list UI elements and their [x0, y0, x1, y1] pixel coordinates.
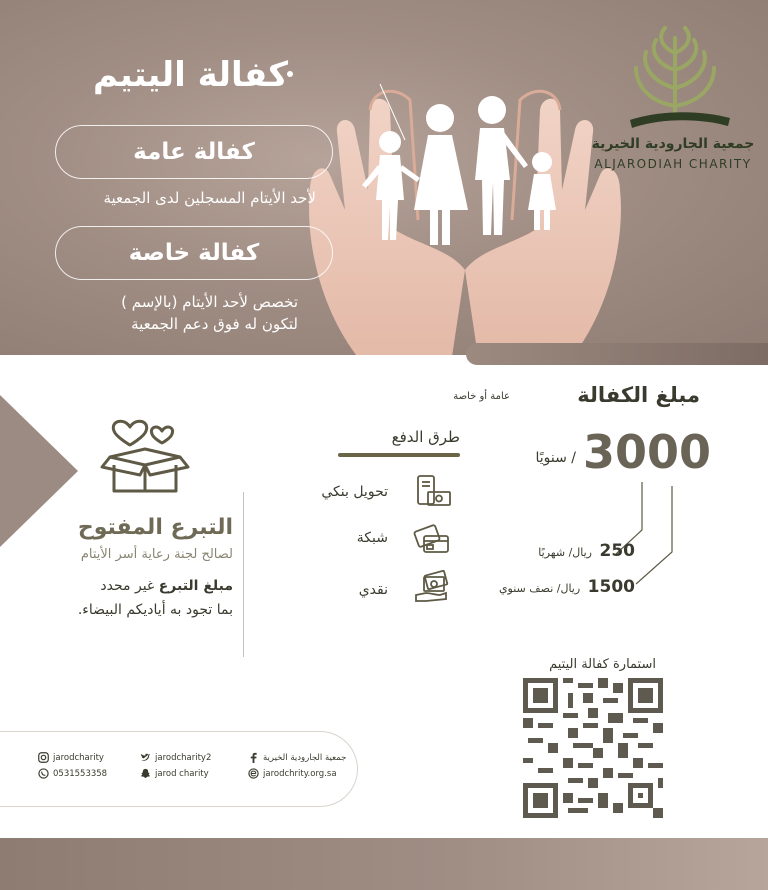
snapchat-link[interactable]: [140, 768, 209, 779]
donation-thanks-text: بما تجود به أياديكم البيضاء.: [77, 602, 233, 618]
gift-box-hearts-icon: [100, 405, 190, 495]
instagram-icon: [38, 752, 49, 763]
open-donation-subtitle: لصالح لجنة رعاية أسر الأيتام: [80, 547, 233, 562]
hands-family-image: [300, 70, 630, 355]
bottom-band-decor: [0, 838, 768, 890]
website-link[interactable]: [248, 768, 337, 779]
option-monthly: [538, 541, 635, 561]
option-semiannual-label: ريال/ نصف سنوي: [498, 582, 581, 595]
browser-e-icon: [248, 768, 259, 779]
logo-name-arabic: جمعية الجارودية الخيرية: [591, 136, 755, 152]
chevron-decor: [0, 395, 78, 547]
option-semiannual: [499, 577, 635, 597]
special-desc-line-2: لتكون له فوق دعم الجمعية: [131, 315, 298, 333]
bank-transfer-icon: [412, 474, 452, 510]
whatsapp-number: 0531553358: [53, 768, 108, 779]
payment-method-card: شبكة: [356, 530, 388, 546]
twitter-icon: [140, 752, 151, 763]
twitter-handle: jarodcharity2: [155, 752, 212, 763]
instagram-link[interactable]: [38, 752, 104, 763]
snapchat-handle: jarod charity: [155, 768, 209, 779]
whatsapp-icon: [38, 768, 49, 779]
logo-name-english: ALJARODIAH CHARITY: [594, 157, 752, 171]
option-semiannual-amount: 1500: [587, 577, 635, 597]
sponsorship-amount-title: مبلغ الكفالة: [577, 383, 700, 407]
payment-title-underline: [338, 453, 460, 457]
cash-icon: [412, 569, 452, 605]
wheat-logo-icon: [590, 18, 760, 178]
facebook-page: جمعية الجارودية الخيرية: [263, 752, 347, 763]
payment-method-cash: نقدي: [358, 582, 388, 598]
payment-method-bank-transfer: تحويل بنكي: [321, 484, 388, 500]
special-desc-line-1: تخصص لأحد الأيتام (بالإسم ): [121, 293, 298, 311]
page-title: كفالة اليتيم: [93, 55, 288, 95]
special-sponsorship-label: كفالة خاصة: [128, 240, 260, 266]
payment-methods-title: طرق الدفع: [391, 428, 460, 446]
hero-band-decor: [466, 343, 768, 365]
qr-code[interactable]: [523, 678, 663, 818]
option-monthly-amount: 250: [599, 541, 635, 561]
card-terminal-icon: [412, 522, 452, 558]
instagram-handle: jarodcharity: [53, 752, 104, 763]
snapchat-icon: [140, 768, 151, 779]
vertical-divider: [243, 492, 244, 657]
twitter-link[interactable]: [140, 752, 211, 763]
donation-amount-label: مبلغ التبرع: [158, 578, 233, 594]
general-sponsorship-desc: لأحد الأيتام المسجلين لدى الجمعية: [103, 189, 316, 207]
sponsorship-amount-note: عامة أو خاصة: [453, 391, 510, 402]
general-sponsorship-pill: [55, 125, 333, 179]
hero-section: [0, 0, 768, 355]
facebook-link[interactable]: [248, 752, 346, 763]
whatsapp-link[interactable]: [38, 768, 107, 779]
facebook-icon: [248, 752, 259, 763]
donation-amount-line: [100, 578, 233, 594]
qr-label: استمارة كفالة اليتيم: [549, 657, 656, 672]
sponsorship-amount: 3000: [583, 425, 712, 479]
sponsorship-period: / سنويًا: [535, 450, 576, 466]
open-donation-title: التبرع المفتوح: [77, 515, 233, 540]
special-sponsorship-pill: [55, 226, 333, 280]
donation-amount-value: غير محدد: [100, 578, 155, 594]
general-sponsorship-label: كفالة عامة: [133, 139, 255, 165]
special-sponsorship-desc: [121, 291, 298, 335]
website-url: jarodchrity.org.sa: [263, 768, 337, 779]
option-monthly-label: ريال/ شهريًا: [538, 546, 592, 559]
